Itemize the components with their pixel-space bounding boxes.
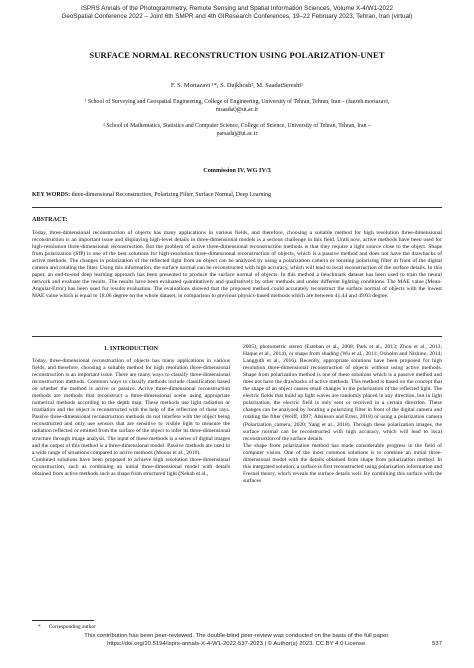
left-column bbox=[32, 358, 230, 478]
intro-paragraph-4: The shape from polarization method has made considerable progress in the field of computer vision. One of the most common solutions is to combine an initial three-dimensional model with the details obtained from shape from polarization method. In this integrated solution, a surface is first reconstructed using polarization information and Fresnel theory, which reveals the surface details well. By combining this surface with the surfaces bbox=[243, 442, 442, 484]
page-number: 537 bbox=[432, 641, 442, 647]
affiliation-2-line2: parsadaj@ut.ac.ir bbox=[216, 130, 258, 137]
divider-top bbox=[32, 207, 442, 208]
running-header bbox=[0, 5, 474, 21]
page-footer bbox=[0, 633, 474, 648]
intro-paragraph-2: Combined solutions have been proposed to achieve high resolution three-dimensional reconstruction, such as combining an initial three-dimensional model with details obtained from active methods such as shape from structured light (Nehab et al., bbox=[32, 456, 230, 477]
section-heading-introduction: 1. INTRODUCTION bbox=[103, 346, 158, 352]
abstract-body: Today, three-dimensional reconstruction of objects has many applications in various fields, and therefore, choosing a suitable method for high resolution three-dimensional reconstruction is an important issue and displaying high-level details in three-dimensional models is a serious challenge in this field. Until now, active methods have been used for high-resolution three-dimensional reconstruction. But the problem of active three-dimensional reconstruction methods is that they require a light source close to the object. Shape from polarization (SfP) is one of the best solutions for high-resolution three-dimensional reconstruction of objects, which is a passive method and does not have the drawbacks of active methods. The changes in polarization of the reflected light from an object can be analyzed by using a polarization camera or locating polarizing filter in front of the digital camera and rotating the filter. Using this information, the surface normal can be reconstructed with high accuracy, which will lead to local reconstruction of the surface details. In this paper, an end-to-end deep learning approach has been presented to produce the surface normal of objects. In this method a benchmark dataset has been used to train the neural network and evaluate the results. The results have been evaluated quantitatively and qualitatively by other methods and under different lighting conditions. The MAE value (Mean-Angular-Error) has been used for results evaluation. The evaluations showed that the proposed method could accurately reconstruct the surface normal of objects with the lowest MAE value which is equal to 18.06 degree on the whole dataset, in comparison to previous physics-based methods which are between 41.44 and 49.03 degree. bbox=[32, 230, 442, 300]
paper-title: SURFACE NORMAL RECONSTRUCTION USING POLARIZATION-UNET bbox=[89, 50, 385, 60]
header-journal-line: ISPRS Annals of the Photogrammetry, Remote Sensing and Spatial Information Sciences, Volume X-4/W1-2022 bbox=[80, 5, 394, 12]
footnote bbox=[38, 624, 96, 630]
footnote-text: Corresponding author bbox=[48, 624, 96, 630]
affiliation-1 bbox=[22, 99, 452, 114]
footer-doi-line: https://doi.org/10.5194/isprs-annals-X-4-W1-2022-537-2023 | © Author(s) 2023. CC BY 4.0 License. bbox=[107, 640, 367, 647]
affiliation-2-line1: ² School of Mathematics, Statistics and Computer Science, College of Science, University of Tehran, Tehran, Iran – bbox=[103, 123, 371, 129]
affiliation-1-line2: msaadat)@ut.ac.ir bbox=[215, 106, 259, 113]
right-column bbox=[243, 344, 442, 485]
intro-paragraph-3: 2005), photometric stereo (Esteban et al., 2008; Park et al., 2013; Zhou et al., 2013; Haque et al., 2014), or shape from shading (Wu et al., 2011; Oxholm and Nishino, 2014; Langguth et al., 2016). Recently, appropriate solutions have been proposed for high resolution three-dimensional reconstruction of objects without using active methods. Shape from polarization method is one of these solutions which is a passive method and does not have the drawbacks of active methods. This method is based on the concept that the shape of an object causes small changes in the polarization of the reflected light. The electric fields that build up light waves are randomly placed in any direction, but in light polarization, the electric field is only sent or received in a certain direction. These changes can be analyzed by locating a polarizing filter in front of the digital camera and rotating the filter (Wolff, 1997; Atkinson and Ernst, 2018) or using a polarization camera (Polarization_camera, 2020; Yang et al., 2018). Through these polarization images, the surface normal can be reconstructed with high accuracy, which will lead to local reconstruction of the surface details. bbox=[243, 344, 442, 442]
header-conference-line: GeoSpatial Conference 2022 – Joint 6th SMPR and 4th GIResearch Conferences, 19–22 February 2023, Tehran, Iran (virtual) bbox=[61, 13, 413, 20]
divider-bottom bbox=[32, 336, 442, 337]
keywords-text: three-dimensional Reconstruction, Polarizing Filter, Surface Normal, Deep Learning bbox=[70, 192, 271, 198]
footnote-marker: * bbox=[38, 624, 41, 630]
footer-review-line: This contribution has been peer-reviewed. The double-blind peer-review was conducted on the basis of the full paper. bbox=[84, 633, 390, 639]
keywords-label: KEY WORDS: bbox=[32, 192, 71, 198]
keywords-line bbox=[32, 192, 452, 198]
author-list: F. S. Mortazavi ¹*, S. Dajkhosh², M. SaadatSeresht¹ bbox=[170, 82, 304, 89]
commission-label: Commission IV, WG IV/3 bbox=[203, 167, 271, 174]
abstract-heading: ABSTRACT: bbox=[32, 216, 68, 223]
affiliation-1-line1: ¹ School of Surveying and Geospatial Engineering, College of Engineering, University of Tehran, Tehran, Iran – (faezeh.mortazavi, bbox=[84, 99, 390, 105]
intro-paragraph-1: Today, three-dimensional reconstruction of objects has many applications in various fields, and therefore, choosing a suitable method for high resolution three-dimensional reconstruction is an important issue. There are many ways to classify three-dimensional reconstruction methods. Common ways to classify methods include classification based on whether the method is active or passive. Active three-dimensional reconstruction methods are methods that reconstruct a three-dimensional scene using appropriate numerical methods according to the depth map. These methods use light radiation or irradiation and the object is reconstructed with the help of the reflection of these rays. Passive three-dimensional reconstruction methods do not interfere with the object being reconstructed and only use sensors that are sensitive to visible light to measure the radiation reflected or emitted from the surface of the object to infer its three-dimensional structure through image analysis. The input of these methods is a series of digital images and the output of this method is a three-dimensional model. Passive methods are used in a wide range of situations compared to active methods (Moons et al., 2010). bbox=[32, 358, 230, 456]
affiliation-2 bbox=[22, 123, 452, 138]
footnote-divider bbox=[32, 620, 94, 621]
